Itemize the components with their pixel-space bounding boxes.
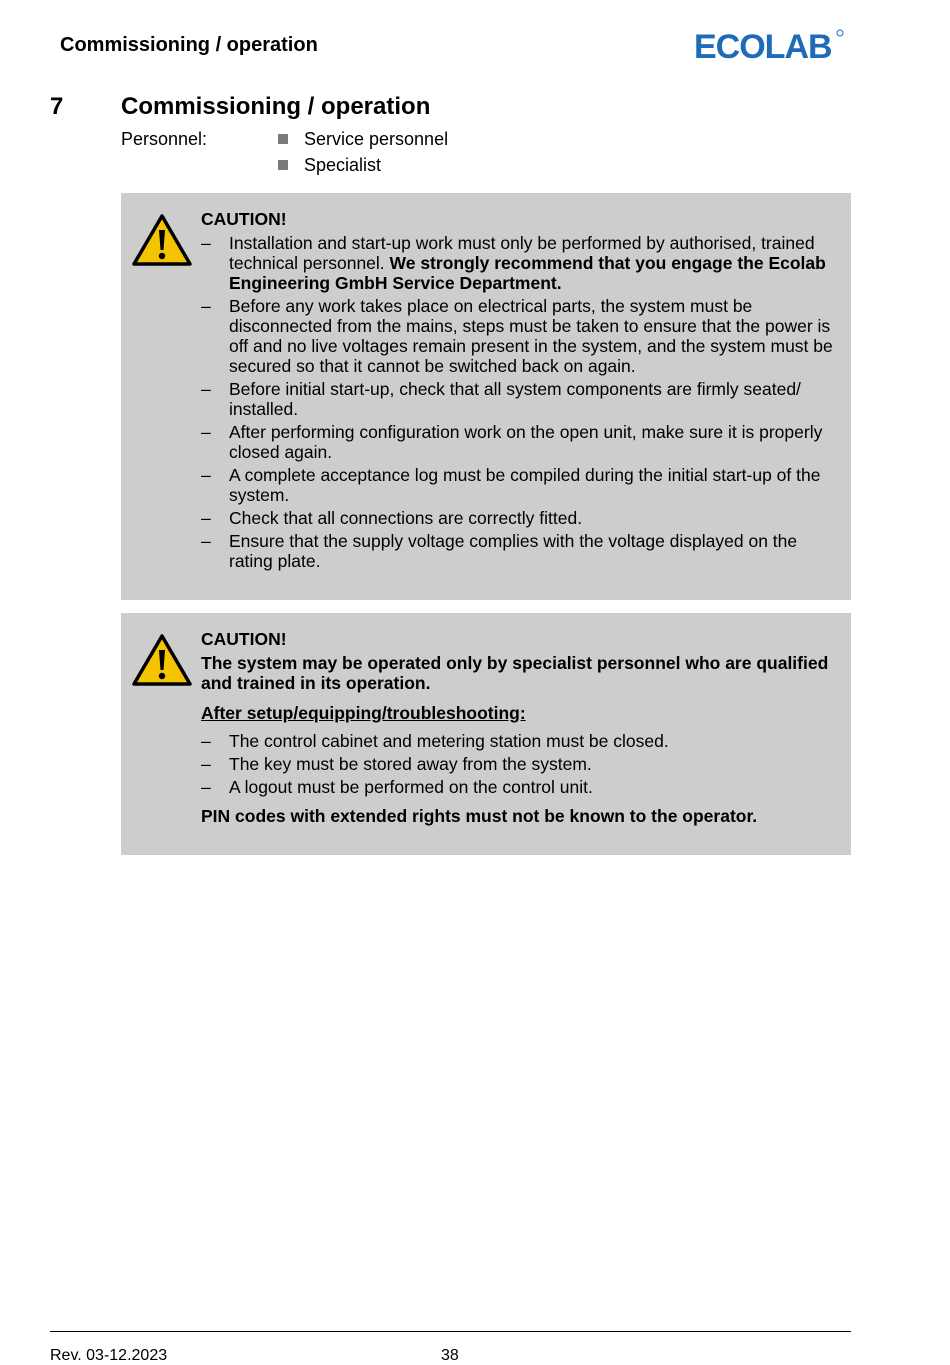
- personnel-item-label: Service personnel: [304, 129, 449, 149]
- caution-item: – Before initial start-up, check that all system components are firmly seated/ installed.: [201, 379, 841, 419]
- personnel-list: [278, 129, 448, 181]
- caution-item: – A complete acceptance log must be compiled during the initial start-up of the system.: [201, 465, 841, 505]
- chapter-number: 7: [50, 93, 64, 120]
- personnel-item: [278, 129, 448, 155]
- square-bullet-icon: [278, 160, 288, 170]
- caution-list: [201, 731, 841, 797]
- caution-closing: PIN codes with extended rights must not be known to the operator.: [201, 806, 758, 826]
- header-title: Commissioning / operation: [60, 34, 318, 56]
- caution-title: CAUTION!: [201, 209, 287, 229]
- square-bullet-icon: [278, 134, 288, 144]
- caution-item: – Ensure that the supply voltage complies with the voltage displayed on the rating plate.: [201, 531, 841, 571]
- personnel-item: [278, 155, 448, 181]
- footer-page-number: 38: [441, 1347, 459, 1364]
- caution-box-installation: [121, 193, 851, 600]
- caution-item: – The key must be stored away from the system.: [201, 754, 841, 774]
- caution-title: CAUTION!: [201, 629, 287, 649]
- caution-item: – Check that all connections are correctly fitted.: [201, 508, 841, 528]
- caution-item: – Before any work takes place on electrical parts, the system must be disconnected from the mains, steps must be taken to ensure that the power is off and no live voltages remain present in the system, and the system must be secured so that it cannot be switched back on again.: [201, 296, 841, 376]
- logo-text: ECOLAB: [694, 28, 832, 63]
- caution-item: – A logout must be performed on the control unit.: [201, 777, 841, 797]
- caution-item: [201, 233, 841, 293]
- caution-intro: The system may be operated only by specialist personnel who are qualified and trained in its operation.: [201, 653, 829, 693]
- caution-item-text: Installation and start-up work must only be performed by authorised, trained technical personnel.: [229, 233, 815, 273]
- registered-mark-icon: [837, 30, 843, 36]
- caution-item-bold-text: We strongly recommend that you engage the Ecolab Engineering GmbH Service Department.: [229, 253, 826, 293]
- warning-triangle-icon: [131, 633, 193, 688]
- footer-revision: Rev. 03-12.2023: [50, 1347, 168, 1364]
- caution-item: – After performing configuration work on the open unit, make sure it is properly closed again.: [201, 422, 841, 462]
- chapter-title: Commissioning / operation: [121, 93, 431, 120]
- caution-item: – The control cabinet and metering station must be closed.: [201, 731, 841, 751]
- caution-subheading: After setup/equipping/troubleshooting:: [201, 703, 526, 723]
- caution-box-operation: [121, 613, 851, 855]
- personnel-label: Personnel:: [121, 129, 208, 149]
- caution-list: [201, 233, 841, 571]
- ecolab-logo: [694, 27, 844, 63]
- personnel-item-label: Specialist: [304, 155, 382, 175]
- warning-triangle-icon: [131, 213, 193, 268]
- footer-divider: [50, 1331, 851, 1332]
